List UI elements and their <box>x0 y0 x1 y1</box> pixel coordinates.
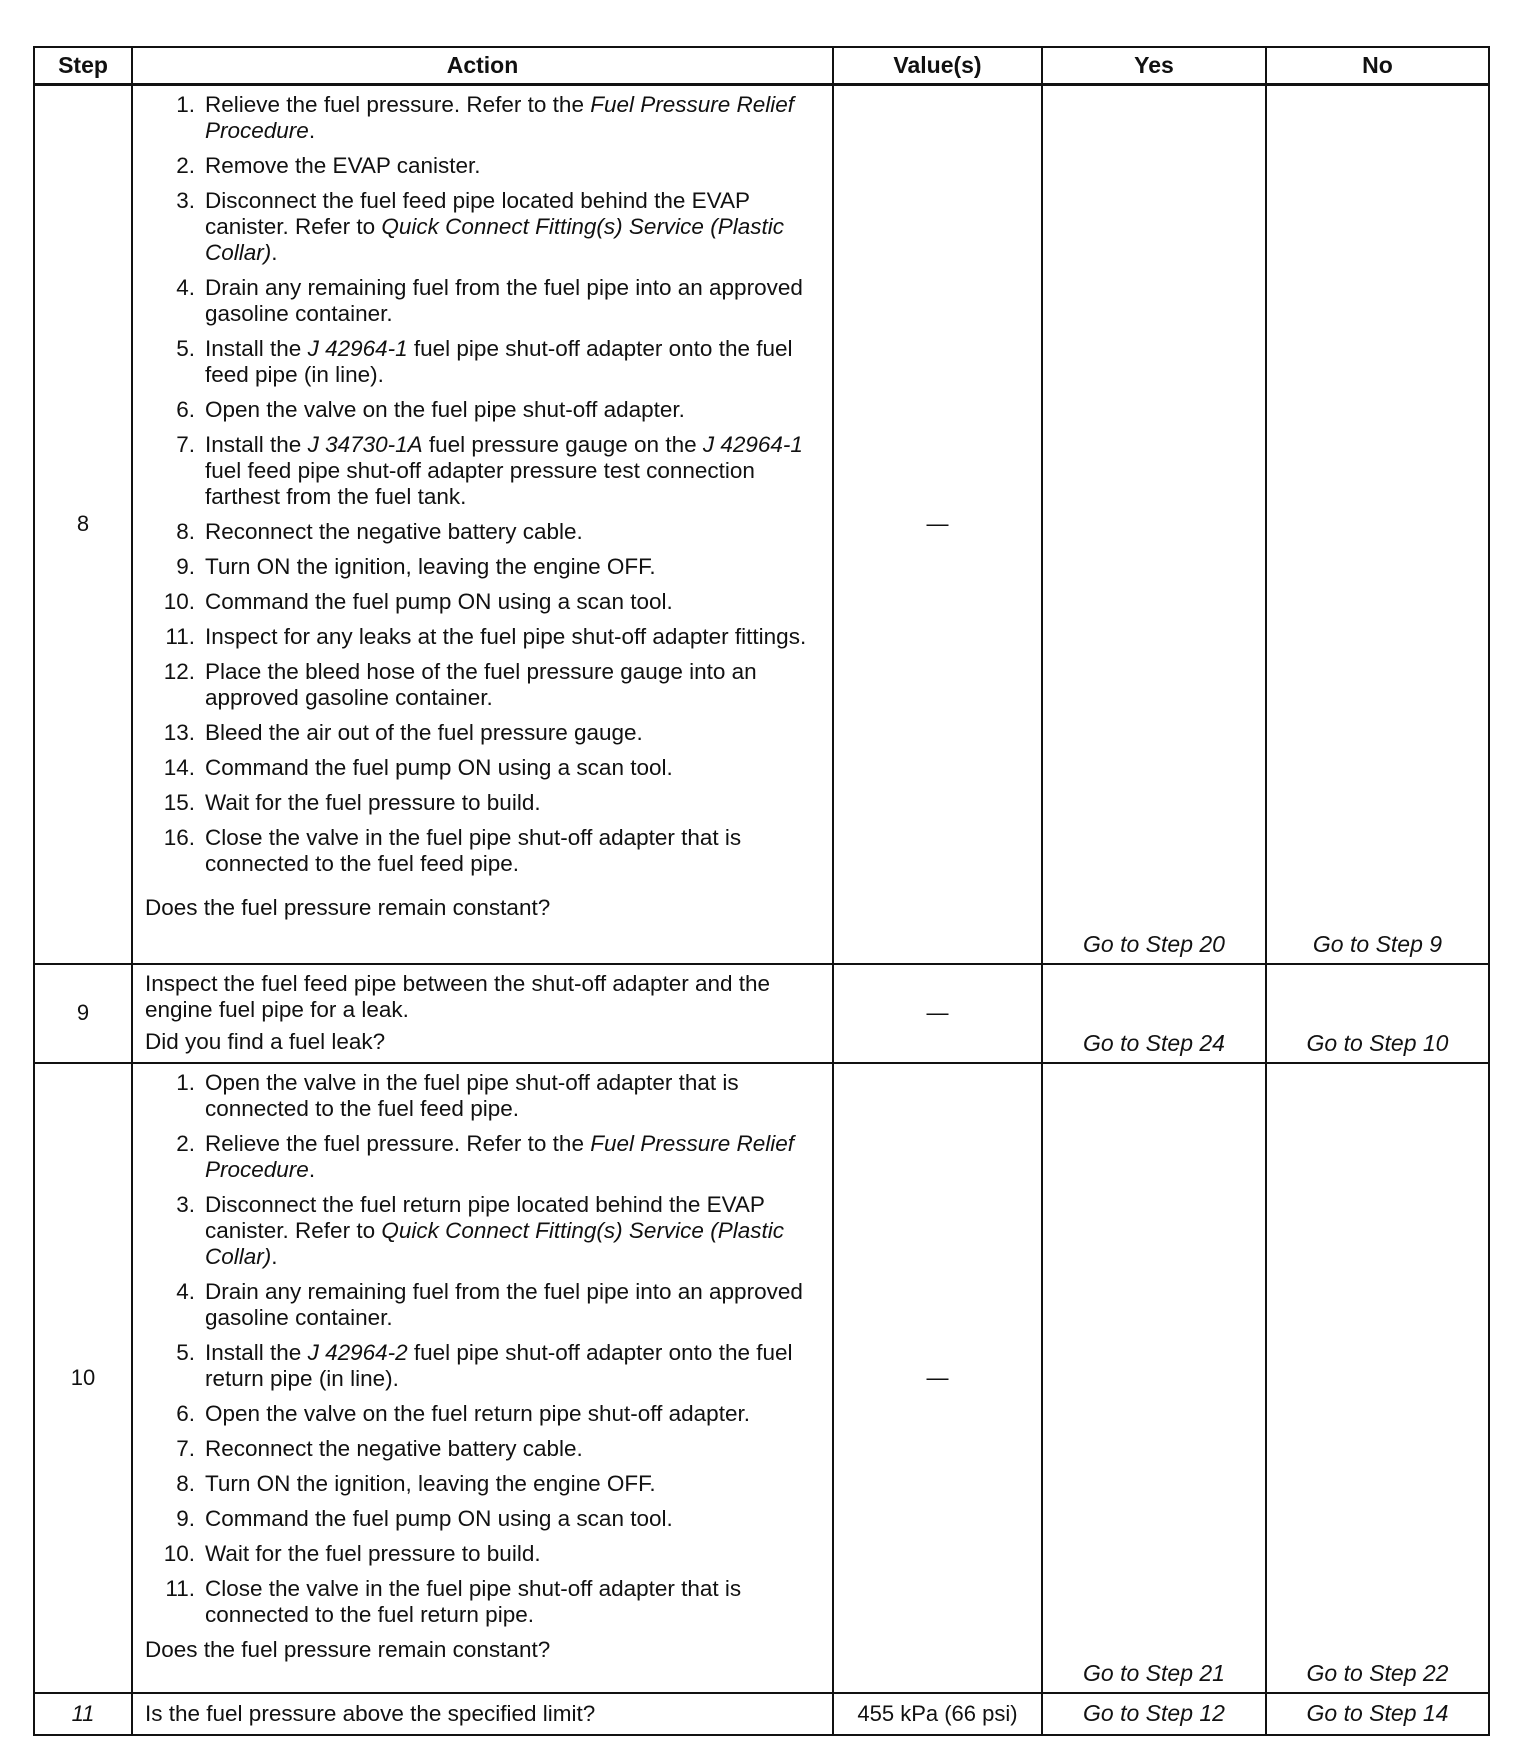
no-cell[interactable]: Go to Step 22 <box>1266 1063 1489 1693</box>
reference-link[interactable]: J 42964-1 <box>307 336 408 361</box>
step-text: Drain any remaining fuel from the fuel pipe into an approved gasoline container. <box>205 275 803 326</box>
step-text: Disconnect the fuel return pipe located behind the EVAP canister. Refer to Quick Connect Fitting(s) Service (Plastic Collar). <box>205 1191 784 1269</box>
step-index: 5. <box>176 336 195 361</box>
step-index: 12. <box>163 659 195 684</box>
step-index: 3. <box>176 188 195 213</box>
procedure-step <box>145 1279 822 1331</box>
reference-link[interactable]: J 42964-1 <box>702 432 803 457</box>
question-text: Does the fuel pressure remain constant? <box>145 1636 551 1662</box>
step-text: Command the fuel pump ON using a scan tool. <box>205 589 673 614</box>
procedure-step <box>145 1541 822 1567</box>
procedure-step <box>145 432 822 510</box>
step-number: 10 <box>34 1063 132 1693</box>
table-row-step-11 <box>34 1693 1489 1735</box>
step-text: Install the J 42964-2 fuel pipe shut-off adapter onto the fuel return pipe (in line). <box>205 1339 793 1391</box>
step-index: 8. <box>176 519 195 544</box>
reference-link[interactable]: J 34730-1A <box>307 432 423 457</box>
step-index: 4. <box>176 1278 195 1304</box>
step-index: 2. <box>176 153 195 178</box>
step-number: 8 <box>34 85 132 964</box>
step-text: Command the fuel pump ON using a scan tool. <box>205 1505 673 1531</box>
step-index: 8. <box>176 1470 195 1496</box>
step-text: Drain any remaining fuel from the fuel pipe into an approved gasoline container. <box>205 1278 803 1330</box>
step-text: Wait for the fuel pressure to build. <box>205 1540 541 1566</box>
procedure-step <box>145 825 822 877</box>
step-index: 15. <box>163 790 195 815</box>
step-index: 1. <box>176 92 195 117</box>
step-text: Bleed the air out of the fuel pressure gauge. <box>205 720 643 745</box>
reference-link[interactable]: Fuel Pressure Relief Procedure <box>205 1130 795 1182</box>
step-index: 14. <box>163 755 195 780</box>
step-text: Command the fuel pump ON using a scan tool. <box>205 755 673 780</box>
step-text: Disconnect the fuel feed pipe located behind the EVAP canister. Refer to Quick Connect Fitting(s) Service (Plastic Collar). <box>205 188 784 265</box>
reference-link[interactable]: Quick Connect Fitting(s) Service (Plastic Collar) <box>205 1217 784 1269</box>
step-text: Remove the EVAP canister. <box>205 153 481 178</box>
reference-link[interactable]: Fuel Pressure Relief Procedure <box>205 92 795 143</box>
procedure-step <box>145 188 822 266</box>
procedure-step <box>145 92 822 144</box>
action-cell <box>132 85 833 964</box>
procedure-step <box>145 1471 822 1497</box>
step-text: Open the valve in the fuel pipe shut-off adapter that is connected to the fuel feed pipe. <box>205 1069 739 1121</box>
procedure-step <box>145 1576 822 1628</box>
procedure-step <box>145 589 822 615</box>
step-index: 16. <box>163 825 195 850</box>
step-index: 2. <box>176 1130 195 1156</box>
step-text: Turn ON the ignition, leaving the engine OFF. <box>205 554 656 579</box>
step-index: 7. <box>176 1435 195 1461</box>
procedure-step <box>145 1192 822 1270</box>
step-index: 4. <box>176 275 195 300</box>
step-index: 6. <box>176 397 195 422</box>
reference-link[interactable]: J 42964-2 <box>307 1339 408 1365</box>
procedure-step <box>145 1131 822 1183</box>
procedure-step <box>145 275 822 327</box>
header-step: Step <box>34 47 132 85</box>
reference-link[interactable]: Quick Connect Fitting(s) Service (Plastic Collar) <box>205 214 784 265</box>
step-text: Install the J 42964-1 fuel pipe shut-off adapter onto the fuel feed pipe (in line). <box>205 336 793 387</box>
header-values: Value(s) <box>833 47 1042 85</box>
action-cell: Is the fuel pressure above the specified limit? <box>132 1693 833 1735</box>
step-text: Inspect for any leaks at the fuel pipe shut-off adapter fittings. <box>205 624 807 649</box>
action-cell <box>132 964 833 1063</box>
step-index: 11. <box>165 624 195 649</box>
step-index: 9. <box>176 1505 195 1531</box>
procedure-step <box>145 1070 822 1122</box>
step-number: 11 <box>34 1693 132 1735</box>
header-row <box>34 47 1489 85</box>
value-cell: 455 kPa (66 psi) <box>833 1693 1042 1735</box>
procedure-step <box>145 1506 822 1532</box>
action-cell <box>132 1063 833 1693</box>
yes-cell[interactable]: Go to Step 12 <box>1042 1693 1266 1735</box>
action-text: Inspect the fuel feed pipe between the shut-off adapter and the engine fuel pipe for a leak. <box>145 970 771 1022</box>
step-text: Turn ON the ignition, leaving the engine OFF. <box>205 1470 656 1496</box>
step-text: Reconnect the negative battery cable. <box>205 1435 583 1461</box>
table-row-step-8 <box>34 85 1489 964</box>
step-text: Close the valve in the fuel pipe shut-off adapter that is connected to the fuel return pipe. <box>205 1575 742 1627</box>
procedure-step <box>145 554 822 580</box>
procedure-step <box>145 336 822 388</box>
value-cell: — <box>833 1063 1042 1693</box>
procedure-list <box>145 92 822 877</box>
table-row-step-9 <box>34 964 1489 1063</box>
no-cell[interactable]: Go to Step 10 <box>1266 964 1489 1063</box>
table-row-step-10 <box>34 1063 1489 1693</box>
step-index: 13. <box>163 720 195 745</box>
header-yes: Yes <box>1042 47 1266 85</box>
value-cell: — <box>833 964 1042 1063</box>
step-text: Relieve the fuel pressure. Refer to the Fuel Pressure Relief Procedure. <box>205 1130 795 1182</box>
procedure-step <box>145 1436 822 1462</box>
step-index: 10. <box>163 589 195 614</box>
procedure-step <box>145 397 822 423</box>
step-text: Relieve the fuel pressure. Refer to the Fuel Pressure Relief Procedure. <box>205 92 795 143</box>
step-text: Place the bleed hose of the fuel pressure gauge into an approved gasoline container. <box>205 659 757 710</box>
procedure-step <box>145 153 822 179</box>
step-index: 1. <box>176 1069 195 1095</box>
yes-cell[interactable]: Go to Step 20 <box>1042 85 1266 964</box>
step-index: 5. <box>176 1339 195 1365</box>
step-text: Open the valve on the fuel return pipe shut-off adapter. <box>205 1400 750 1426</box>
diagnostic-table <box>33 46 1490 1736</box>
procedure-step <box>145 720 822 746</box>
procedure-step <box>145 519 822 545</box>
step-index: 7. <box>176 432 195 457</box>
header-no: No <box>1266 47 1489 85</box>
step-text: Reconnect the negative battery cable. <box>205 519 583 544</box>
header-action: Action <box>132 47 833 85</box>
step-index: 11. <box>165 1575 195 1601</box>
procedure-step <box>145 659 822 711</box>
yes-cell[interactable]: Go to Step 24 <box>1042 964 1266 1063</box>
step-index: 9. <box>176 554 195 579</box>
question-text: Did you find a fuel leak? <box>145 1028 386 1054</box>
step-text: Open the valve on the fuel pipe shut-off adapter. <box>205 397 685 422</box>
step-text: Close the valve in the fuel pipe shut-off adapter that is connected to the fuel feed pipe. <box>205 825 742 876</box>
step-text: Install the J 34730-1A fuel pressure gauge on the J 42964-1 fuel feed pipe shut-off adapter pressure test connection farthest from the fuel tank. <box>205 432 803 509</box>
step-index: 10. <box>163 1540 195 1566</box>
procedure-step <box>145 624 822 650</box>
procedure-step <box>145 1340 822 1392</box>
step-index: 3. <box>176 1191 195 1217</box>
procedure-step <box>145 755 822 781</box>
value-cell: — <box>833 85 1042 964</box>
no-cell[interactable]: Go to Step 14 <box>1266 1693 1489 1735</box>
no-cell[interactable]: Go to Step 9 <box>1266 85 1489 964</box>
question-text: Does the fuel pressure remain constant? <box>145 895 551 920</box>
step-index: 6. <box>176 1400 195 1426</box>
procedure-step <box>145 790 822 816</box>
yes-cell[interactable]: Go to Step 21 <box>1042 1063 1266 1693</box>
step-number: 9 <box>34 964 132 1063</box>
step-text: Wait for the fuel pressure to build. <box>205 790 541 815</box>
procedure-list <box>145 1070 822 1628</box>
procedure-step <box>145 1401 822 1427</box>
